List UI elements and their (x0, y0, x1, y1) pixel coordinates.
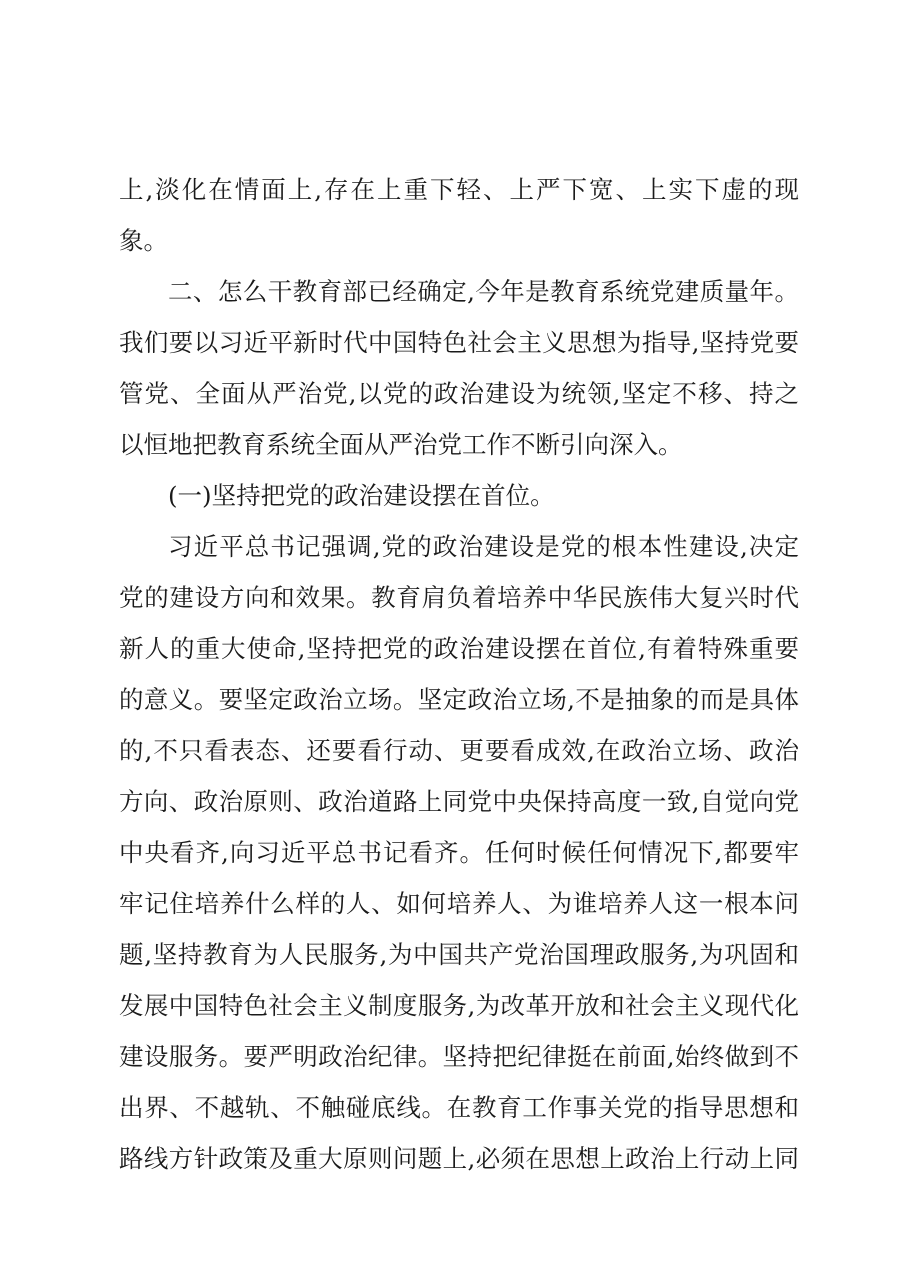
text-line: 我们要以习近平新时代中国特色社会主义思想为指导,坚持党要 (119, 328, 799, 357)
text-line: 发展中国特色社会主义制度服务,为改革开放和社会主义现代化 (119, 991, 799, 1020)
text-line: 出界、不越轨、不触碰底线。在教育工作事关党的指导思想和 (119, 1093, 799, 1122)
text-line: 题,坚持教育为人民服务,为中国共产党治国理政服务,为巩固和 (119, 940, 799, 969)
text-line: 象。 (119, 226, 168, 255)
text-line: 的意义。要坚定政治立场。坚定政治立场,不是抽象的而是具体 (119, 685, 799, 714)
text-line: 牢记住培养什么样的人、如何培养人、为谁培养人这一根本问 (119, 889, 799, 918)
document-body (119, 164, 799, 1184)
section-heading: 二、怎么干教育部已经确定,今年是教育系统党建质量年。 (168, 277, 799, 306)
text-line: 建设服务。要严明政治纪律。坚持把纪律挺在前面,始终做到不 (119, 1042, 799, 1071)
text-line: 习近平总书记强调,党的政治建设是党的根本性建设,决定 (168, 532, 799, 561)
text-line: 的,不只看表态、还要看行动、更要看成效,在政治立场、政治 (119, 736, 799, 765)
text-line: 以恒地把教育系统全面从严治党工作不断引向深入。 (119, 430, 683, 459)
text-line: 中央看齐,向习近平总书记看齐。任何时候任何情况下,都要牢 (119, 838, 799, 867)
text-line: 路线方针政策及重大原则问题上,必须在思想上政治上行动上同 (119, 1144, 799, 1173)
subsection-heading: (一)坚持把党的政治建设摆在首位。 (168, 481, 555, 510)
text-line: 方向、政治原则、政治道路上同党中央保持高度一致,自觉向党 (119, 787, 799, 816)
text-line: 新人的重大使命,坚持把党的政治建设摆在首位,有着特殊重要 (119, 634, 799, 663)
text-line: 上,淡化在情面上,存在上重下轻、上严下宽、上实下虚的现 (119, 175, 799, 204)
text-line: 党的建设方向和效果。教育肩负着培养中华民族伟大复兴时代 (119, 583, 799, 612)
text-line: 管党、全面从严治党,以党的政治建设为统领,坚定不移、持之 (119, 379, 799, 408)
